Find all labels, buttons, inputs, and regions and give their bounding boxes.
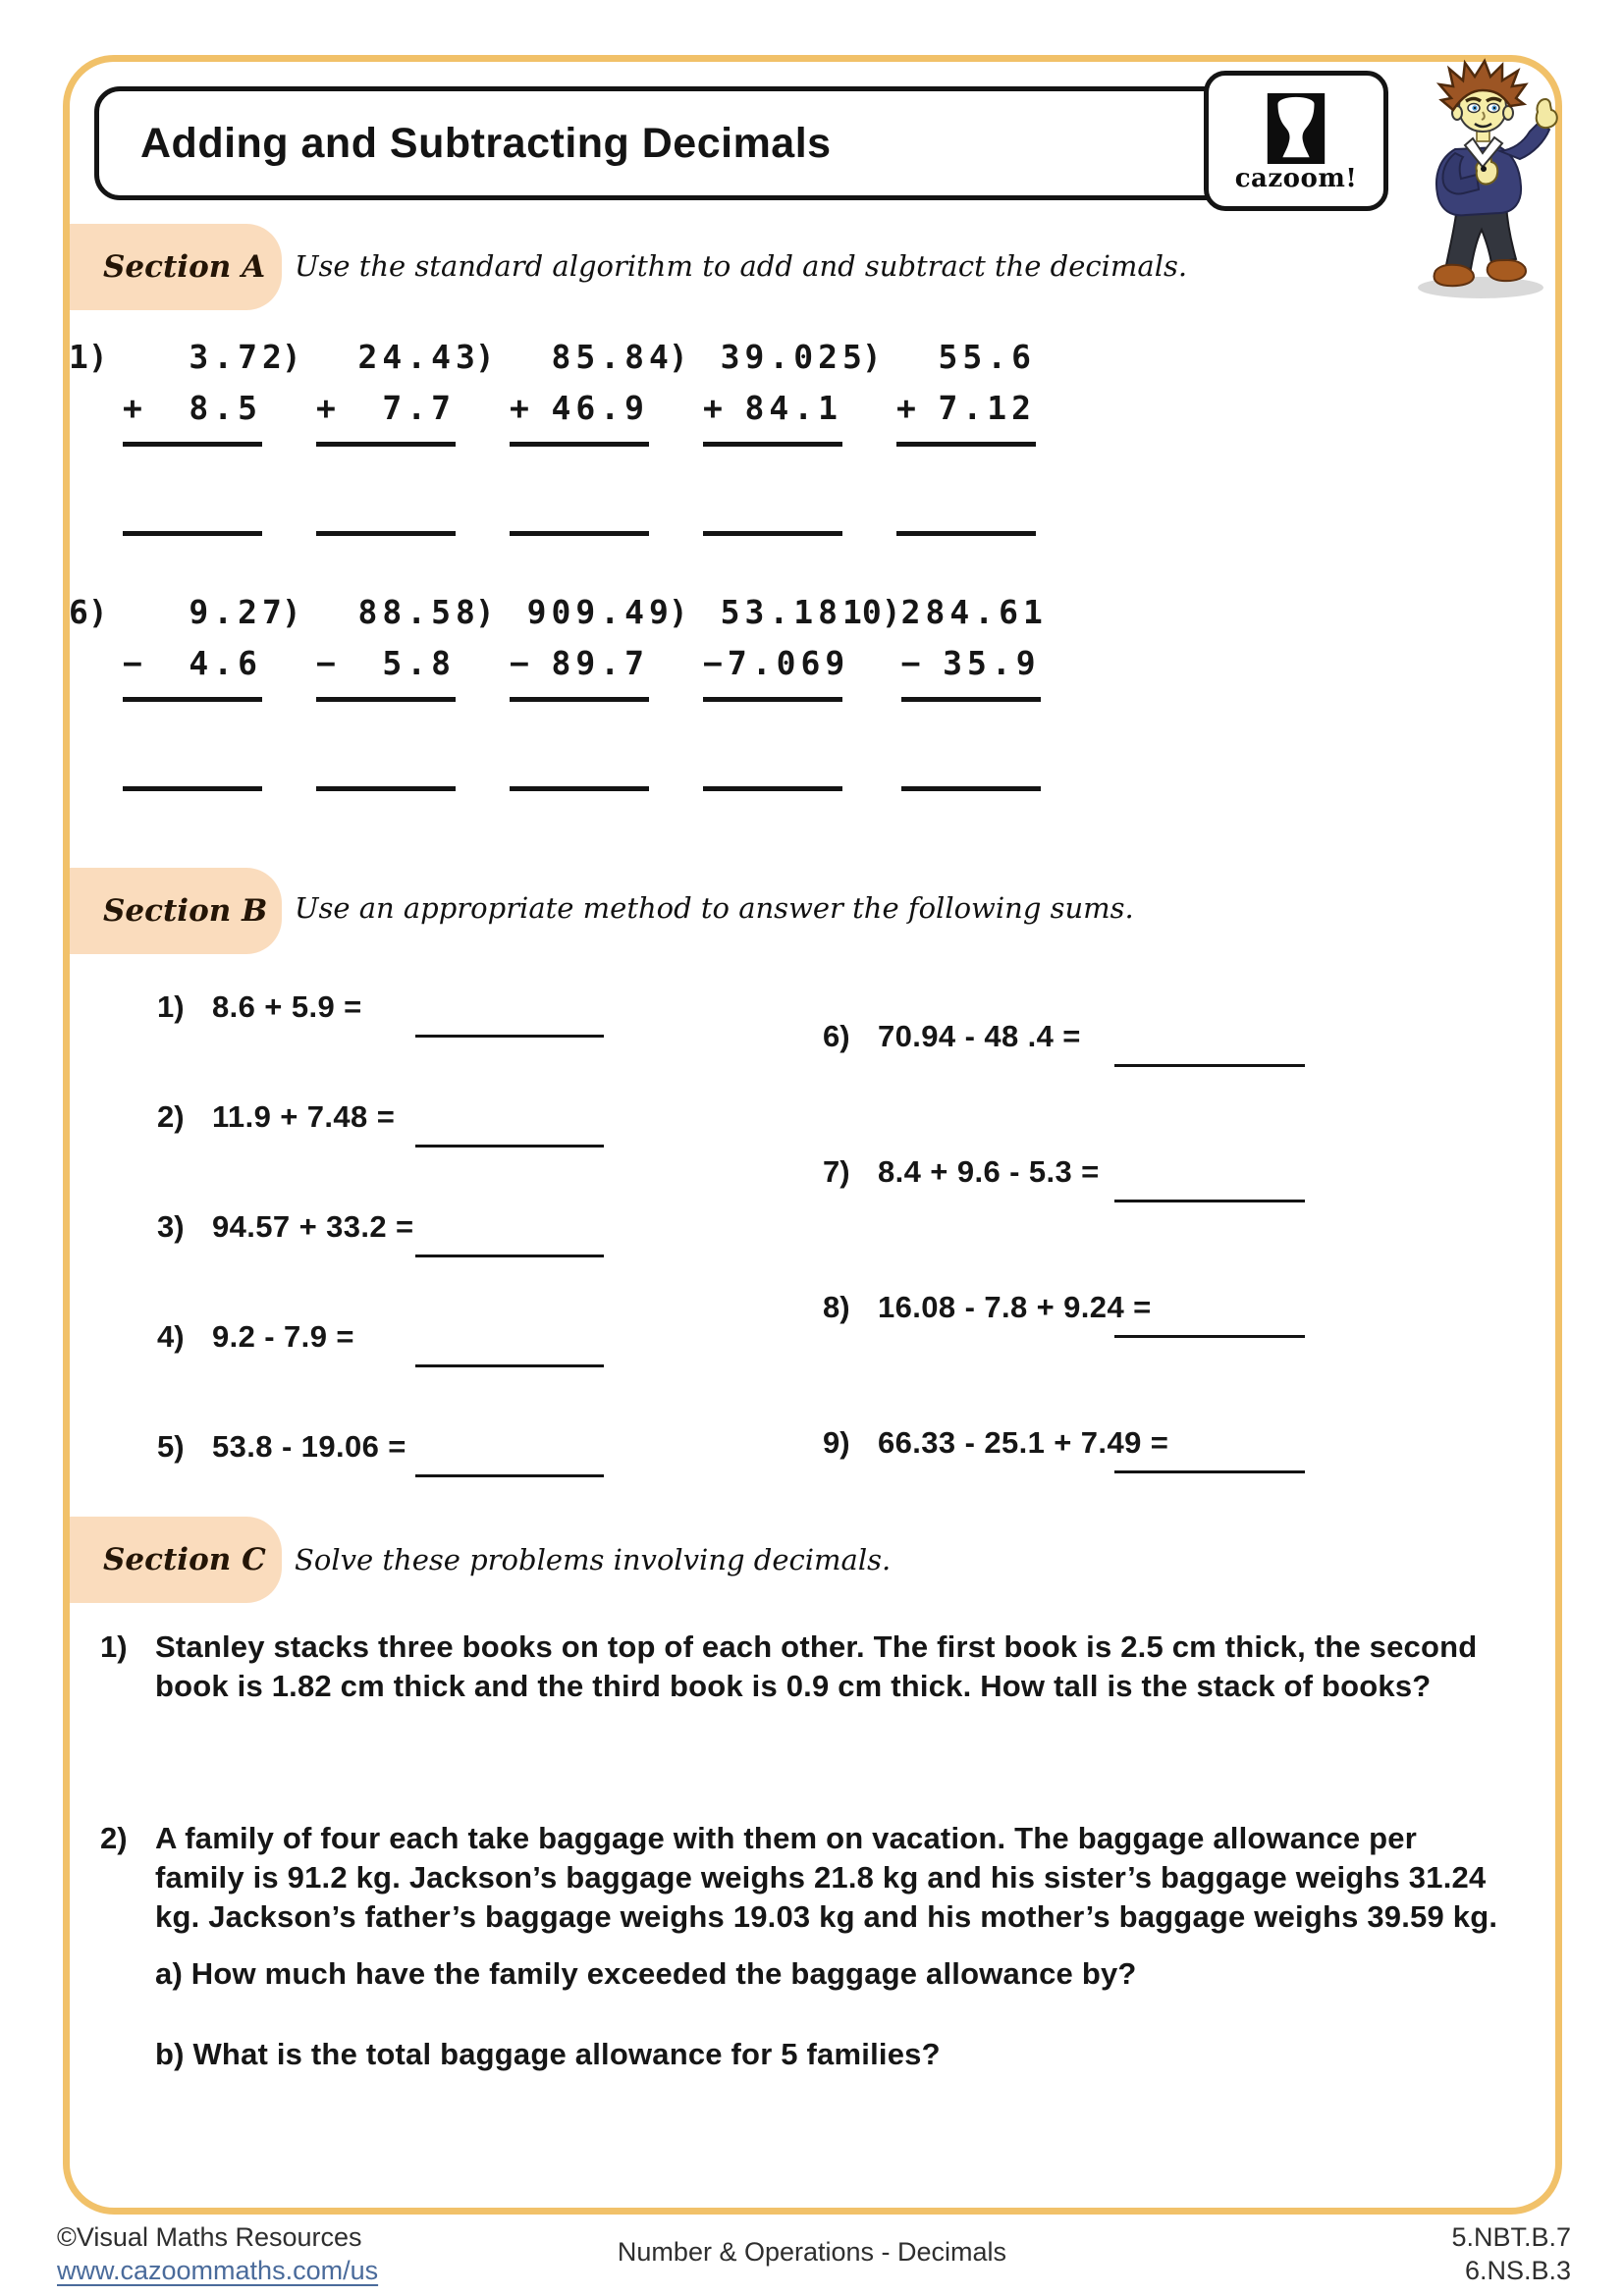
operator: − (510, 644, 534, 682)
algorithm-problem-7 (262, 587, 456, 791)
top-operand: 39.02 (720, 338, 842, 376)
operator: − (703, 644, 728, 682)
answer-line[interactable] (1114, 1064, 1305, 1067)
section-a-label: Section A (70, 224, 282, 310)
problem-number: 3) (456, 338, 495, 376)
section-b-right-column (823, 1019, 1168, 1461)
problem-text: Stanley stacks three books on top of each other. The first book is 2.5 cm thick, the second book is 1.82 cm thick and the third book is 0.9 cm thick. How tall is the stack of books? (155, 1629, 1478, 1703)
sum-line (703, 697, 842, 702)
word-problem-1 (100, 1628, 1494, 1706)
bottom-operand: 89.7 (551, 644, 649, 682)
answer-line[interactable] (316, 786, 456, 791)
copyright-text: ©Visual Maths Resources (57, 2222, 362, 2252)
bottom-operand: 84.1 (744, 389, 842, 427)
algorithm-problem-6 (69, 587, 262, 791)
sum-line (896, 442, 1036, 447)
expression: 66.33 - 25.1 + 7.49 = (878, 1425, 1169, 1460)
answer-line[interactable] (510, 531, 649, 536)
expression: 8.6 + 5.9 = (212, 989, 362, 1024)
bottom-operand: 35.9 (943, 644, 1041, 682)
answer-line[interactable] (415, 1145, 604, 1148)
operator: − (316, 644, 341, 682)
logo-text: cazoom! (1234, 163, 1358, 193)
problem-number: 9) (649, 593, 688, 631)
cazoom-logo (1204, 71, 1388, 211)
answer-line[interactable] (1114, 1470, 1305, 1473)
sum-line (510, 442, 649, 447)
bottom-operand: 46.9 (551, 389, 649, 427)
website-link[interactable]: www.cazoommaths.com/us (57, 2256, 379, 2285)
expression: 8.4 + 9.6 - 5.3 = (878, 1154, 1100, 1189)
bottom-operand: 5.8 (382, 644, 456, 682)
problem-number: 1) (157, 989, 185, 1024)
expression: 11.9 + 7.48 = (212, 1099, 396, 1134)
algorithm-problem-2 (262, 332, 456, 536)
problem-number: 1) (100, 1629, 128, 1664)
sum-item-9 (823, 1425, 1168, 1461)
section-b-label: Section B (70, 868, 282, 954)
sum-item-8 (823, 1290, 1168, 1325)
algorithm-problem-10 (842, 587, 1048, 791)
sum-item-5 (157, 1429, 414, 1465)
operator: − (123, 644, 147, 682)
problem-number: 4) (649, 338, 688, 376)
operator: + (510, 389, 534, 427)
problem-number: 2) (100, 1821, 128, 1855)
bottom-operand: 8.5 (189, 389, 262, 427)
operator: + (123, 389, 147, 427)
problem-text: A family of four each take baggage with them on vacation. The baggage allowance per family is 91.2 kg. Jackson’s baggage weighs 21.8 kg and his sister’s baggage weighs 31.24 kg. Jackson’s father’s baggage weighs 19.03 kg and his mother’s baggage weighs 39.59 kg. (155, 1821, 1498, 1934)
sum-line (123, 442, 262, 447)
operator: + (316, 389, 341, 427)
section-b-instruction: Use an appropriate method to answer the following sums. (295, 891, 1134, 925)
section-c-instruction: Solve these problems involving decimals. (295, 1543, 892, 1576)
top-operand: 9.2 (189, 593, 262, 631)
top-operand: 53.18 (720, 593, 842, 631)
expression: 70.94 - 48 .4 = (878, 1019, 1081, 1053)
answer-line[interactable] (510, 786, 649, 791)
section-a-row-2 (69, 587, 1048, 791)
problem-number: 7) (262, 593, 301, 631)
algorithm-problem-1 (69, 332, 262, 536)
problem-number: 3) (157, 1209, 185, 1244)
sum-item-6 (823, 1019, 1168, 1054)
standard-code-2: 6.NS.B.3 (1464, 2256, 1571, 2285)
sum-line (510, 697, 649, 702)
problem-number: 2) (157, 1099, 185, 1134)
word-problem-2 (100, 1819, 1504, 2074)
sum-line (123, 697, 262, 702)
answer-line[interactable] (703, 786, 842, 791)
sum-line (901, 697, 1041, 702)
problem-number: 10) (842, 593, 901, 631)
sum-item-3 (157, 1209, 414, 1245)
top-operand: 909.4 (526, 593, 649, 631)
top-operand: 284.61 (900, 593, 1048, 631)
top-operand: 3.7 (189, 338, 262, 376)
sum-line (316, 697, 456, 702)
answer-line[interactable] (415, 1364, 604, 1367)
subpart-a: a) How much have the family exceeded the baggage allowance by? (155, 1956, 1137, 1991)
footer-category: Number & Operations - Decimals (617, 2237, 1007, 2267)
answer-line[interactable] (896, 531, 1036, 536)
problem-number: 9) (823, 1425, 850, 1460)
section-c-label: Section C (70, 1517, 282, 1603)
algorithm-problem-9 (649, 587, 850, 791)
section-a-instruction: Use the standard algorithm to add and subtract the decimals. (295, 249, 1188, 283)
expression: 94.57 + 33.2 = (212, 1209, 414, 1244)
top-operand: 85.8 (551, 338, 649, 376)
problem-number: 6) (823, 1019, 850, 1053)
problem-number: 5) (842, 338, 882, 376)
expression: 9.2 - 7.9 = (212, 1319, 354, 1354)
sum-item-4 (157, 1319, 414, 1355)
answer-line[interactable] (415, 1035, 604, 1038)
sum-line (316, 442, 456, 447)
section-b-left-column (157, 989, 414, 1465)
problem-number: 8) (456, 593, 495, 631)
answer-line[interactable] (1114, 1335, 1305, 1338)
algorithm-problem-5 (842, 332, 1036, 536)
answer-line[interactable] (901, 786, 1041, 791)
algorithm-problem-4 (649, 332, 842, 536)
algorithm-problem-3 (456, 332, 649, 536)
expression: 53.8 - 19.06 = (212, 1429, 406, 1464)
mascot-boy-illustration (1392, 57, 1579, 302)
answer-line[interactable] (316, 531, 456, 536)
title-box (94, 86, 1308, 200)
algorithm-problem-8 (456, 587, 649, 791)
operator: + (703, 389, 728, 427)
problem-number: 8) (823, 1290, 850, 1324)
bottom-operand: 7.12 (938, 389, 1036, 427)
problem-number: 1) (69, 338, 108, 376)
sum-item-1 (157, 989, 414, 1025)
drum-icon (1267, 93, 1326, 164)
top-operand: 24.4 (357, 338, 456, 376)
operator: − (900, 644, 926, 682)
bottom-operand: 7.7 (382, 389, 456, 427)
sum-line (703, 442, 842, 447)
answer-line[interactable] (703, 531, 842, 536)
bottom-operand: 7.069 (727, 644, 850, 682)
expression: 16.08 - 7.8 + 9.24 = (878, 1290, 1152, 1324)
sum-item-7 (823, 1154, 1168, 1190)
problem-number: 4) (157, 1319, 185, 1354)
answer-line[interactable] (1114, 1200, 1305, 1202)
top-operand: 55.6 (938, 338, 1036, 376)
section-a-row-1 (69, 332, 1036, 536)
problem-number: 5) (157, 1429, 185, 1464)
footer-standards (1451, 2220, 1571, 2287)
problem-number: 2) (262, 338, 301, 376)
operator: + (896, 389, 921, 427)
sum-item-2 (157, 1099, 414, 1135)
top-operand: 88.5 (357, 593, 456, 631)
standard-code-1: 5.NBT.B.7 (1451, 2222, 1571, 2252)
subpart-b: b) What is the total baggage allowance for 5 families? (155, 2037, 941, 2071)
answer-line[interactable] (123, 531, 262, 536)
answer-line[interactable] (415, 1474, 604, 1477)
page-title: Adding and Subtracting Decimals (140, 119, 832, 167)
problem-number: 6) (69, 593, 108, 631)
answer-line[interactable] (123, 786, 262, 791)
bottom-operand: 4.6 (189, 644, 262, 682)
problem-number: 7) (823, 1154, 850, 1189)
answer-line[interactable] (415, 1255, 604, 1257)
